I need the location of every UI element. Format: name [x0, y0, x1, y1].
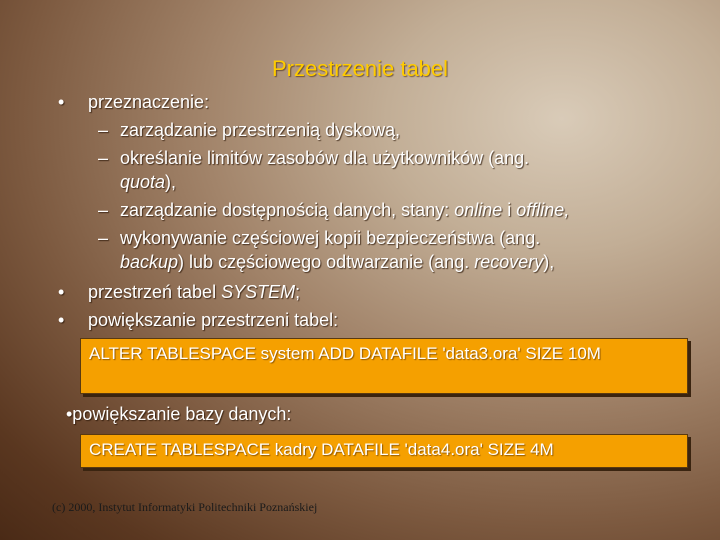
bullet-icon: • — [58, 282, 65, 302]
db-enlarge-label: •powiększanie bazy danych: — [66, 404, 292, 424]
offline-term: offline, — [516, 200, 570, 220]
system-line — [88, 280, 300, 304]
punctuation: ), — [165, 172, 177, 192]
online-term: online — [454, 200, 503, 220]
item-3-conj: i — [502, 200, 517, 220]
quota-term: quota — [120, 172, 166, 192]
system-term: SYSTEM — [221, 282, 296, 302]
purpose-label: przeznaczenie: — [88, 92, 210, 112]
enlarge-label: powiększanie przestrzeni tabel: — [88, 310, 339, 330]
slide-title: Przestrzenie tabel — [271, 56, 449, 81]
bullet-icon: • — [58, 92, 65, 112]
punctuation: ), — [543, 252, 555, 272]
punctuation: ; — [295, 282, 301, 302]
dash-icon: – — [98, 200, 109, 220]
dash-icon: – — [98, 120, 109, 140]
dash-icon: – — [98, 148, 109, 168]
recovery-term: recovery — [474, 252, 544, 272]
purpose-item-4-cont — [120, 250, 554, 274]
bullet-icon: • — [58, 310, 65, 330]
create-tablespace-code: CREATE TABLESPACE kadry DATAFILE 'data4.ora' SIZE 4M — [80, 434, 688, 468]
backup-term: backup — [120, 252, 179, 272]
purpose-item-4: wykonywanie częściowej kopii bezpieczeństwa (ang. — [120, 228, 541, 248]
dash-icon: – — [98, 228, 109, 248]
alter-tablespace-code: ALTER TABLESPACE system ADD DATAFILE 'data3.ora' SIZE 10M — [80, 338, 688, 394]
footer-copyright: (c) 2000, Instytut Informatyki Politechniki Poznańskiej — [52, 500, 318, 514]
item-3-text: zarządzanie dostępnością danych, stany: — [120, 200, 455, 220]
purpose-item-2-cont — [120, 170, 176, 194]
purpose-item-2: określanie limitów zasobów dla użytkowników (ang. — [120, 148, 530, 168]
item-4-text: ) lub częściowego odtwarzanie (ang. — [178, 252, 475, 272]
purpose-item-1: zarządzanie przestrzenią dyskową, — [120, 120, 401, 140]
purpose-item-3 — [120, 198, 569, 222]
system-line-text: przestrzeń tabel — [88, 282, 222, 302]
